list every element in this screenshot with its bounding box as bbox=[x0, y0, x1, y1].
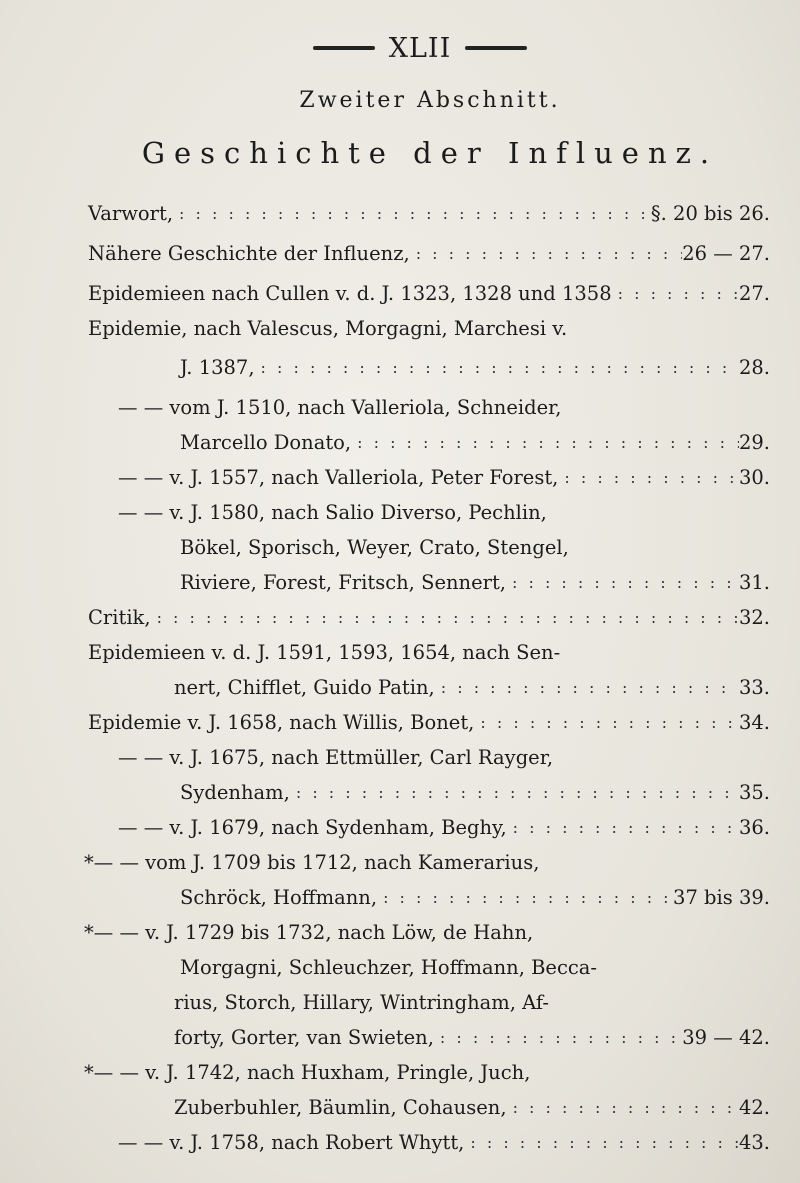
leader-dots bbox=[506, 565, 739, 601]
toc-entry-pages: 43. bbox=[738, 1131, 770, 1154]
leader-dots bbox=[435, 670, 739, 706]
page-header bbox=[300, 28, 540, 68]
toc-entry-text: J. 1387, bbox=[180, 356, 255, 379]
toc-entry bbox=[174, 670, 770, 706]
toc-entry-pages: 39 — 42. bbox=[682, 1026, 770, 1049]
toc-entry-text: — — v. J. 1679, nach Sydenham, Beghy, bbox=[118, 816, 507, 839]
toc-entry-text: *— — v. J. 1742, nach Huxham, Pringle, Juch, bbox=[84, 1061, 531, 1084]
toc-entry-pages: 28. bbox=[738, 356, 770, 379]
toc-entry bbox=[88, 311, 770, 347]
toc-entry-text: Epidemie v. J. 1658, nach Willis, Bonet, bbox=[88, 711, 475, 734]
toc-entry-pages: 29. bbox=[738, 431, 770, 454]
section-title: Geschichte der Influenz. bbox=[141, 136, 719, 170]
toc-entry-text: *— — v. J. 1729 bis 1732, nach Löw, de Hahn, bbox=[84, 921, 534, 944]
leader-dots bbox=[464, 1125, 739, 1161]
toc-entry-text: Nähere Geschichte der Influenz, bbox=[88, 242, 410, 265]
toc-entry-pages: 37 bis 39. bbox=[673, 886, 770, 909]
toc-entry bbox=[118, 740, 770, 776]
header-rule-right bbox=[465, 46, 527, 50]
toc-entry bbox=[118, 460, 770, 496]
toc-entry bbox=[88, 196, 770, 232]
leader-dots bbox=[255, 350, 739, 386]
toc-entry bbox=[88, 600, 770, 636]
toc-entry bbox=[180, 880, 770, 916]
toc-entry bbox=[180, 425, 770, 461]
toc-entry-text: Morgagni, Schleuchzer, Hoffmann, Becca- bbox=[180, 956, 598, 979]
toc-entry-pages: 32. bbox=[738, 606, 770, 629]
page-number: XLII bbox=[388, 32, 452, 64]
toc-entry bbox=[84, 915, 770, 951]
toc-entry-text: Critik, bbox=[88, 606, 151, 629]
toc-entry bbox=[118, 1125, 770, 1161]
toc-entry bbox=[174, 985, 770, 1021]
toc-entry-pages: 36. bbox=[738, 816, 770, 839]
leader-dots bbox=[558, 460, 739, 496]
toc-entry-text: — — v. J. 1557, nach Valleriola, Peter Forest, bbox=[118, 466, 559, 489]
toc-entry bbox=[174, 1020, 770, 1056]
toc-entry-pages: 35. bbox=[738, 781, 770, 804]
toc-entry-text: — — v. J. 1580, nach Salio Diverso, Pechlin, bbox=[118, 501, 547, 524]
toc-entry-pages: 34. bbox=[738, 711, 770, 734]
toc-entry bbox=[174, 1090, 770, 1126]
section-label: Zweiter Abschnitt. bbox=[299, 88, 561, 113]
toc-entry bbox=[180, 950, 770, 986]
toc-entry-text: Marcello Donato, bbox=[180, 431, 352, 454]
toc-entry-text: nert, Chifflet, Guido Patin, bbox=[174, 676, 435, 699]
toc-entry bbox=[88, 276, 770, 312]
toc-entry-text: rius, Storch, Hillary, Wintringham, Af- bbox=[174, 991, 549, 1014]
toc-entry bbox=[180, 530, 770, 566]
leader-dots bbox=[173, 196, 651, 232]
toc-entry-text: forty, Gorter, van Swieten, bbox=[174, 1026, 434, 1049]
header-rule-left bbox=[313, 46, 375, 50]
toc-entry-text: — — v. J. 1758, nach Robert Whytt, bbox=[118, 1131, 465, 1154]
leader-dots bbox=[377, 880, 673, 916]
leader-dots bbox=[434, 1020, 682, 1056]
toc-entry-pages: 27. bbox=[738, 282, 770, 305]
toc-entry bbox=[180, 775, 770, 811]
leader-dots bbox=[612, 276, 739, 312]
leader-dots bbox=[351, 425, 739, 461]
toc-entry-text: Zuberbuhler, Bäumlin, Cohausen, bbox=[174, 1096, 507, 1119]
toc-entry-pages: 33. bbox=[738, 676, 770, 699]
toc-entry-text: — — vom J. 1510, nach Valleriola, Schneider, bbox=[118, 396, 562, 419]
toc-entry bbox=[118, 810, 770, 846]
toc-entry-text: Epidemieen v. d. J. 1591, 1593, 1654, nach Sen- bbox=[88, 641, 561, 664]
toc-entry bbox=[180, 565, 770, 601]
leader-dots bbox=[290, 775, 739, 811]
leader-dots bbox=[151, 600, 739, 636]
toc-entry bbox=[118, 390, 770, 426]
toc-entry-pages: §. 20 bis 26. bbox=[650, 202, 770, 225]
toc-entry-text: Epidemieen nach Cullen v. d. J. 1323, 1328 und 1358 bbox=[88, 282, 612, 305]
toc-entry-pages: 30. bbox=[738, 466, 770, 489]
toc-entry bbox=[180, 350, 770, 386]
toc-entry bbox=[88, 635, 770, 671]
toc-entry-text: Sydenham, bbox=[180, 781, 290, 804]
toc-entry-text: Bökel, Sporisch, Weyer, Crato, Stengel, bbox=[180, 536, 569, 559]
leader-dots bbox=[474, 705, 739, 741]
toc-entry bbox=[84, 1055, 770, 1091]
toc-entry bbox=[118, 495, 770, 531]
toc-entry-text: Riviere, Forest, Fritsch, Sennert, bbox=[180, 571, 506, 594]
toc-entry bbox=[88, 705, 770, 741]
toc-entry-text: Epidemie, nach Valescus, Morgagni, Marchesi v. bbox=[88, 317, 568, 340]
toc-entry-text: Schröck, Hoffmann, bbox=[180, 886, 378, 909]
toc-entry-pages: 31. bbox=[738, 571, 770, 594]
toc-entry-pages: 42. bbox=[738, 1096, 770, 1119]
toc-entry-text: — — v. J. 1675, nach Ettmüller, Carl Rayger, bbox=[118, 746, 554, 769]
toc-entry-text: *— — vom J. 1709 bis 1712, nach Kamerarius, bbox=[84, 851, 540, 874]
toc-entry-pages: 26 — 27. bbox=[682, 242, 770, 265]
leader-dots bbox=[507, 1090, 739, 1126]
toc-entry bbox=[88, 236, 770, 272]
toc-entry bbox=[84, 845, 770, 881]
toc-entry-text: Varwort, bbox=[88, 202, 174, 225]
leader-dots bbox=[507, 810, 739, 846]
leader-dots bbox=[410, 236, 683, 272]
